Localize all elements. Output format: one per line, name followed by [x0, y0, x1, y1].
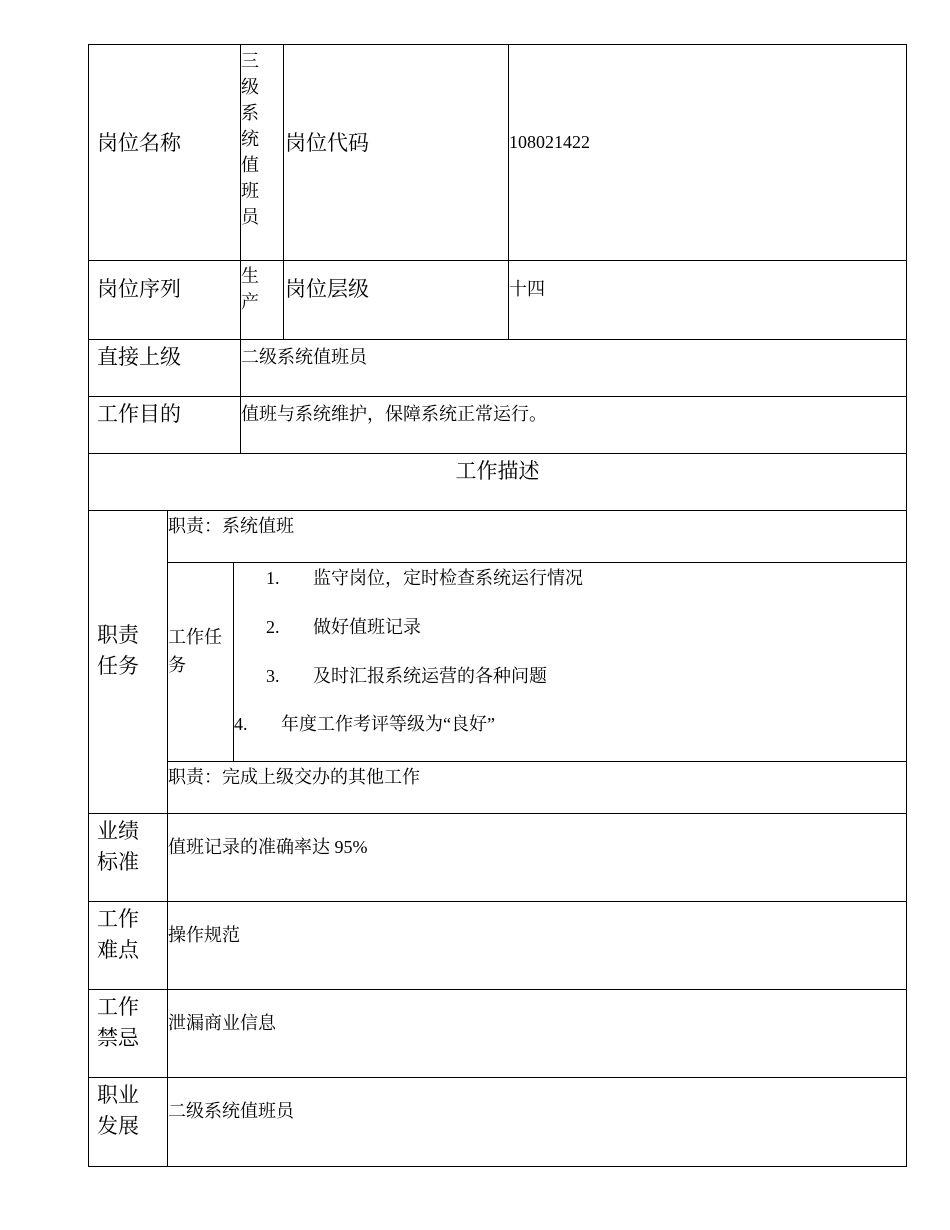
- purpose-value: 值班与系统维护，保障系统正常运行。: [241, 404, 547, 424]
- post-level-value: 十四: [509, 279, 545, 299]
- column-divider: [283, 44, 284, 339]
- purpose-label: 工作目的: [97, 402, 181, 426]
- duty-title: 职责：系统值班: [168, 516, 294, 536]
- work-taboo-label: 工作禁忌: [97, 995, 139, 1050]
- task-number: 3.: [266, 666, 280, 686]
- post-code-label: 岗位代码: [285, 131, 369, 155]
- performance-standard-value: 值班记录的准确率达 95%: [168, 837, 368, 857]
- task-number: 4.: [234, 714, 248, 734]
- row-divider: [88, 813, 907, 814]
- row-divider: [88, 396, 907, 397]
- work-taboo-value: 泄漏商业信息: [168, 1013, 276, 1033]
- post-sequence-label: 岗位序列: [97, 277, 181, 301]
- career-development-value: 二级系统值班员: [168, 1101, 294, 1121]
- task-item: 年度工作考评等级为“良好”: [281, 714, 495, 734]
- post-code-value: 108021422: [509, 132, 590, 152]
- row-divider: [88, 260, 907, 261]
- duty-title: 职责：完成上级交办的其他工作: [168, 767, 420, 787]
- duty-group-label: 职责任务: [97, 623, 139, 678]
- row-divider: [88, 989, 907, 990]
- row-divider: [167, 761, 907, 762]
- row-divider: [88, 510, 907, 511]
- task-item: 及时汇报系统运营的各种问题: [313, 666, 547, 686]
- row-divider: [88, 901, 907, 902]
- post-name-label: 岗位名称: [97, 131, 181, 155]
- task-number: 1.: [266, 568, 280, 588]
- post-sequence-value: 生产: [241, 266, 259, 311]
- row-divider: [88, 339, 907, 340]
- row-divider: [167, 562, 907, 563]
- table-frame: [88, 44, 907, 1167]
- supervisor-value: 二级系统值班员: [241, 347, 367, 367]
- task-item: 监守岗位，定时检查系统运行情况: [313, 568, 583, 588]
- supervisor-label: 直接上级: [97, 345, 181, 369]
- career-development-label: 职业发展: [97, 1083, 139, 1138]
- work-difficulty-label: 工作难点: [97, 907, 139, 962]
- post-name-value: 三级系统值班员: [241, 51, 259, 227]
- work-description-title: 工作描述: [455, 459, 540, 483]
- work-difficulty-value: 操作规范: [168, 925, 240, 945]
- row-divider: [88, 453, 907, 454]
- task-label: 工作任务: [168, 627, 222, 675]
- task-number: 2.: [266, 617, 280, 637]
- task-item: 做好值班记录: [313, 617, 421, 637]
- post-level-label: 岗位层级: [285, 277, 369, 301]
- row-divider: [88, 1077, 907, 1078]
- performance-standard-label: 业绩标准: [97, 819, 139, 874]
